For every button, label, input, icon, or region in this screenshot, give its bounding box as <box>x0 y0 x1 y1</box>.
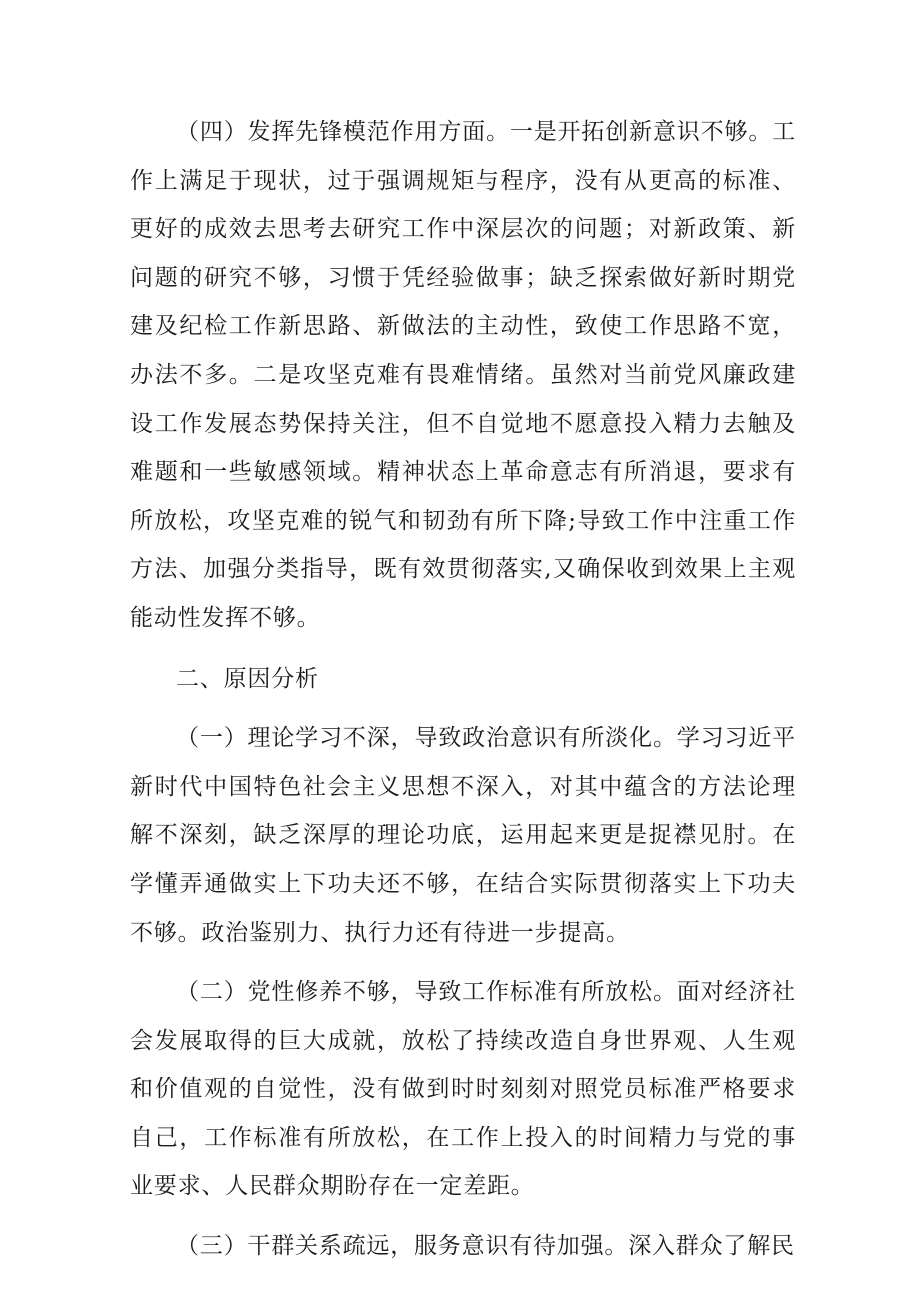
section-heading-cause-analysis: 二、原因分析 <box>176 665 319 692</box>
paragraph-section-four-pioneer-role: （四）发挥先锋模范作用方面。一是开拓创新意识不够。工作上满足于现状，过于强调规矩与程序，没有从更高的标准、更好的成效去思考去研究工作中深层次的问题；对新政策、新问题的研究不够，习惯于凭经验做事；缺乏探索做好新时期党建及纪检工作新思路、新做法的主动性，致使工作思路不宽，办法不多。二是攻坚克难有畏难情绪。虽然对当前党风廉政建设工作发展态势保持关注，但不自觉地不愿意投入精力去触及难题和一些敏感领域。精神状态上革命意志有所消退，要求有所放松，攻坚克难的锐气和韧劲有所下降;导致工作中注重工作方法、加强分类指导，既有效贯彻落实,又确保收到效果上主观能动性发挥不够。 <box>130 119 796 631</box>
paragraph-cause-party-spirit: （二）党性修养不够，导致工作标准有所放松。面对经济社会发展取得的巨大成就，放松了持续改造自身世界观、人生观和价值观的自觉性，没有做到时时刻刻对照党员标准严格要求自己，工作标准有所放松，在工作上投入的时间精力与党的事业要求、人民群众期盼存在一定差距。 <box>130 979 796 1200</box>
document-body <box>130 108 796 1271</box>
paragraph-cause-theory-study: （一）理论学习不深，导致政治意识有所淡化。学习习近平新时代中国特色社会主义思想不深入，对其中蕴含的方法论理解不深刻，缺乏深厚的理论功底，运用起来更是捉襟见肘。在学懂弄通做实上下功夫还不够，在结合实际贯彻落实上下功夫不够。政治鉴别力、执行力还有待进一步提高。 <box>130 725 796 946</box>
paragraph-cause-cadre-mass-relations: （三）干群关系疏远，服务意识有待加强。深入群众了解民 <box>176 1233 795 1260</box>
